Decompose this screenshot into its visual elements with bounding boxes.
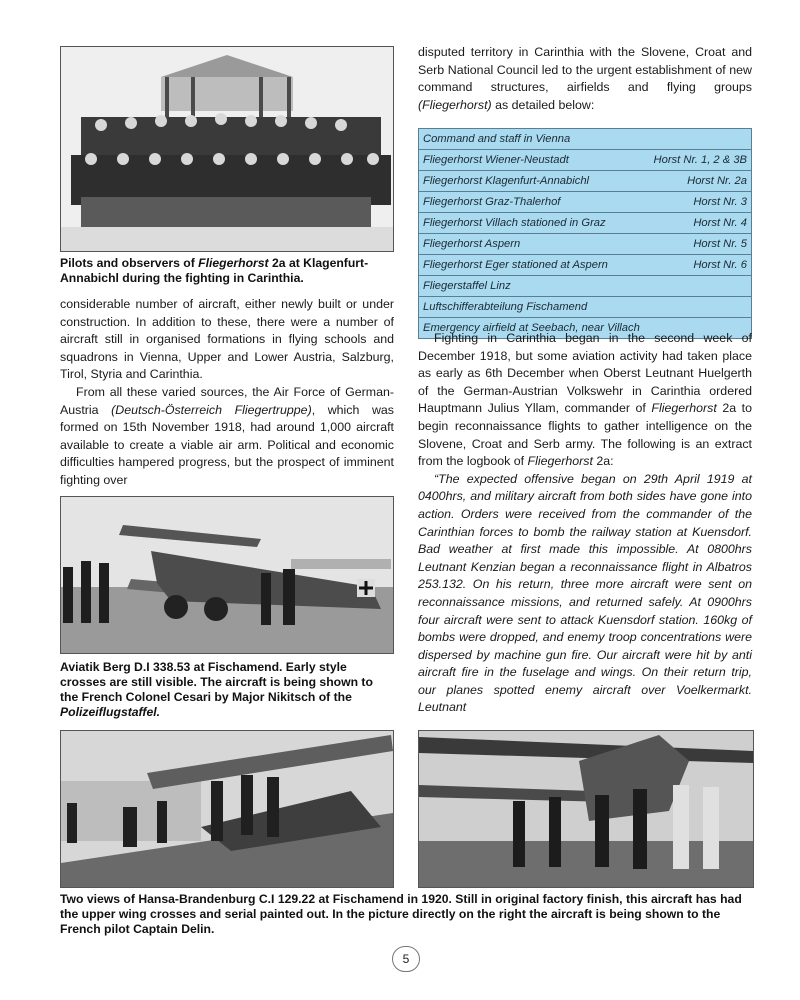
table-row [419,213,752,234]
right-paragraph-1: disputed territory in Carinthia with the Slovene, Croat and Serb National Council led to the urgent establishment of new command structures, airfields and flying groups (Fliegerhorst) as detailed below: [418,45,752,112]
left-column-text [60,296,394,490]
caption-hansa: Two views of Hansa-Brandenburg C.I 129.22 at Fischamend in 1920. Still in original factory finish, this aircraft has had the upper wing crosses and serial painted out. In the picture directly on the right the aircraft is being shown to the French pilot Captain Delin. [60,892,742,936]
caption-aviatik: Aviatik Berg D.I 338.53 at Fischamend. Early style crosses are still visible. The aircraft is being shown to the French Colonel Cesari by Major Nikitsch of the Polizeiflugstaffel. [60,660,373,719]
horst-number: Horst Nr. 6 [637,255,752,276]
horst-number: Horst Nr. 2a [637,171,752,192]
unit-name: Fliegerstaffel Linz [419,276,752,297]
unit-name: Fliegerhorst Eger stationed at Aspern [419,255,637,276]
unit-name: Fliegerhorst Wiener-Neustadt [419,150,637,171]
logbook-quote: “The expected offensive began on 29th April 1919 at 0400hrs, and military aircraft from both sides have gone into action. Orders were received from the commander of the Carinthian forces to bomb the railway station at Kuensdorf. Bad weather at first made this impossible. At 0800hrs Leutnant Kenzian began a reconnaissance flight in Albatros 253.132. On his return, three more aircraft were sent on reconnaissance missions, and returned safely. At 0900hrs four aircraft were sent to attack Kuensdorf station. 160kg of bombs were dropped, and enemy troop concentrations were dispersed by machine gun fire. Our aircraft were hit by anti aircraft fire in the fuselage and wings. On their return trip, our planes spotted enemy aircraft over Voelkermarkt. Leutnant [418,471,752,715]
table-row [419,276,752,297]
right-column-text [418,330,752,717]
horst-number: Horst Nr. 4 [637,213,752,234]
right-paragraph-2: Fighting in Carinthia began in the second week of December 1918, but some aviation activity had taken place as early as 6th December when Oberst Leutnant Huelgerth of the German-Austrian Volkswehr in Carinthia ordered Hauptmann Julius Yllam, commander of Fliegerhorst 2a to begin reconnaissance flights to gather intelligence on the Slovene, Croat and Serb army. The following is an extract from the logbook of Fliegerhorst 2a: [418,331,752,469]
left-paragraph-1: considerable number of aircraft, either newly built or under construction. In addition to these, there were a number of aircraft still in organised formations in flying schools and squadrons in Vienna, Upper and Lower Austria, Salzburg, Tirol, Styria and Carinthia. [60,297,394,382]
unit-name: Command and staff in Vienna [419,129,752,150]
horst-number: Horst Nr. 5 [637,234,752,255]
photo-aviatik [60,496,394,654]
table-row [419,171,752,192]
caption-pilots: Pilots and observers of Fliegerhorst 2a at Klagenfurt-Annabichl during the fighting in Carinthia. [60,256,369,285]
unit-name: Fliegerhorst Klagenfurt-Annabichl [419,171,637,192]
left-paragraph-2: From all these varied sources, the Air Force of German-Austria (Deutsch-Österreich Fliegertruppe), which was formed on 15th November 1918, had around 1,000 aircraft available to create a viable air arm. Political and economic difficulties hampered progress, but the prospect of imminent fighting over [60,384,394,487]
photo-pilots-group [60,46,394,252]
horst-number: Horst Nr. 3 [637,192,752,213]
table-row [419,129,752,150]
unit-name: Luftschifferabteilung Fischamend [419,297,752,318]
unit-name: Fliegerhorst Aspern [419,234,637,255]
right-column-intro [418,44,752,114]
table-row [419,255,752,276]
unit-name: Fliegerhorst Graz-Thalerhof [419,192,637,213]
page-number: 5 [392,946,420,972]
table-row [419,192,752,213]
horst-number: Horst Nr. 1, 2 & 3B [637,150,752,171]
table-row [419,297,752,318]
table-row [419,234,752,255]
fliegerhorst-table [418,128,752,339]
photo-hansa-right [418,730,754,888]
table-row [419,150,752,171]
photo-hansa-left [60,730,394,888]
unit-name: Emergency airfield at Seebach, near Villach [419,318,752,339]
unit-name: Fliegerhorst Villach stationed in Graz [419,213,637,234]
